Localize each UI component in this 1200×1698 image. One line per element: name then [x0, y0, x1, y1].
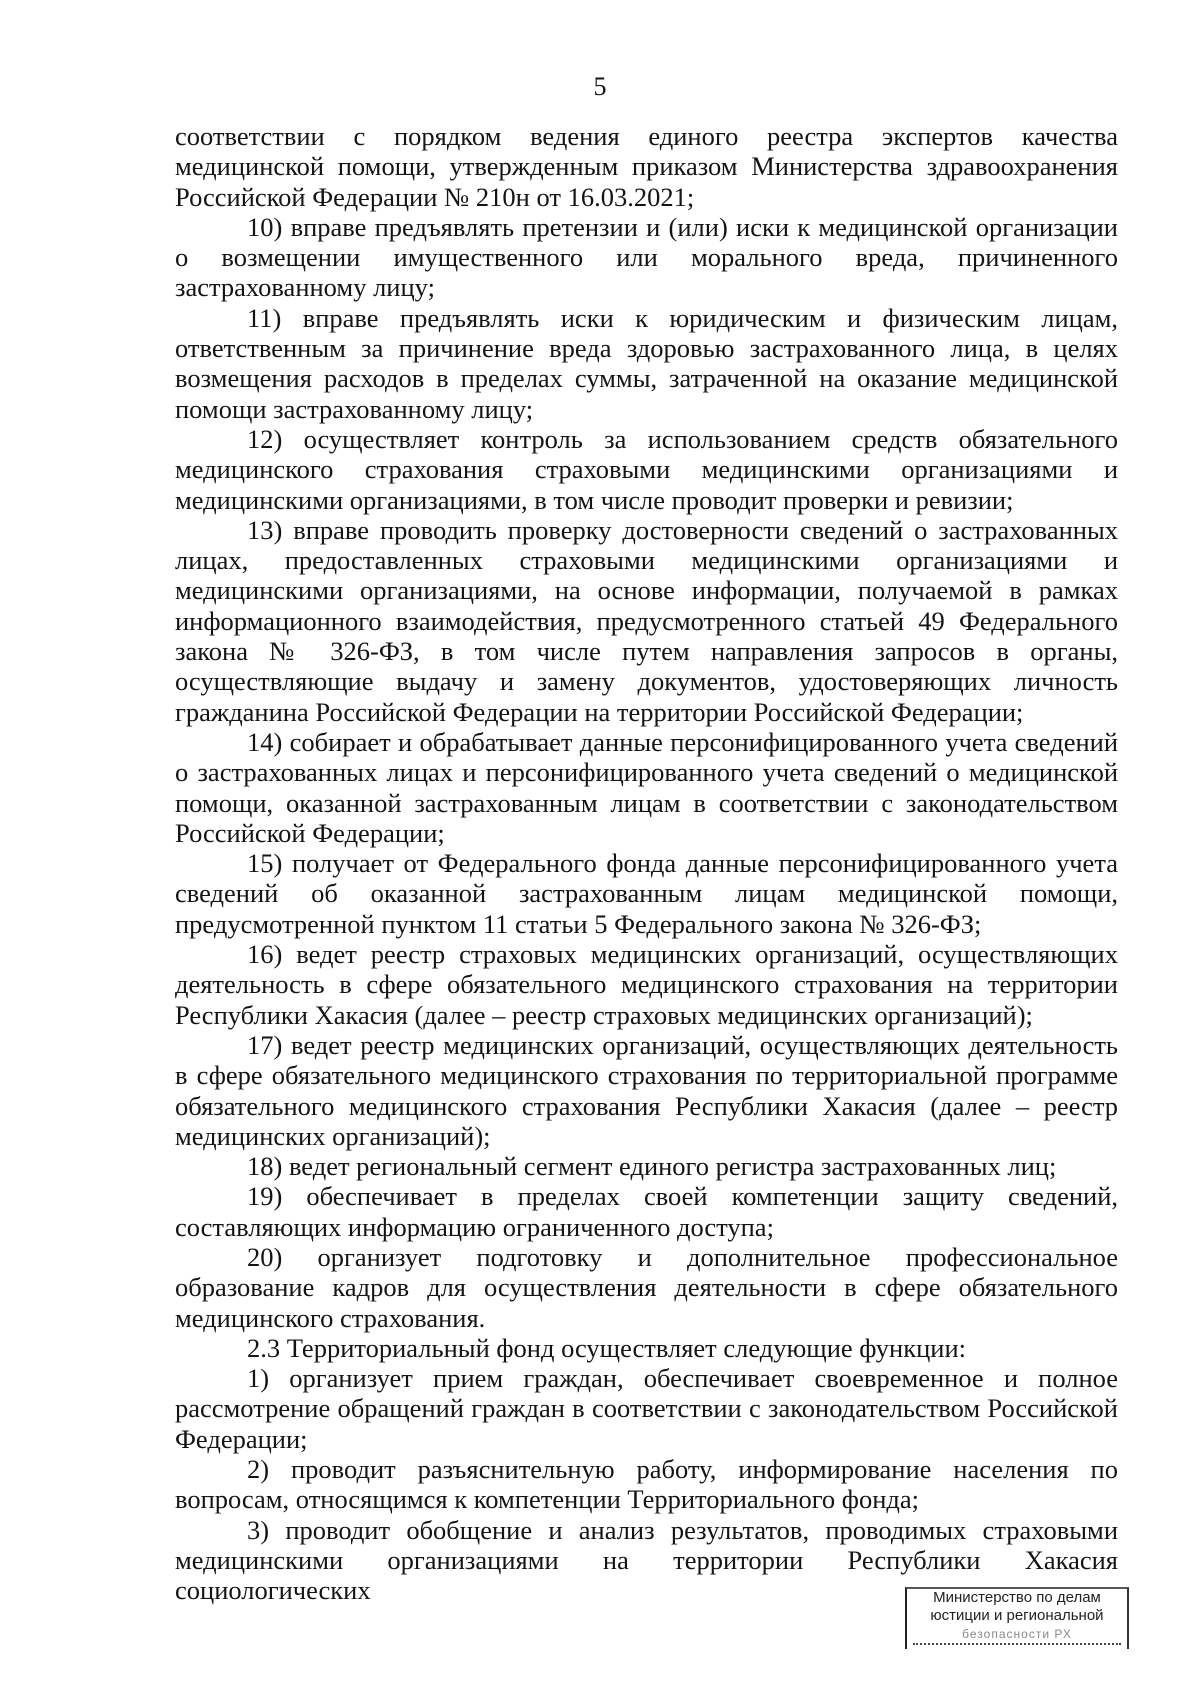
- paragraph-item-19: 19) обеспечивает в пределах своей компетенции защиту сведений, составляющих информацию ограниченного доступа;: [175, 1181, 1118, 1242]
- paragraph-item-10: 10) вправе предъявлять претензии и (или) иски к медицинской организации о возмещении имущественного или морального вреда, причиненного застрахованному лицу;: [175, 211, 1118, 303]
- function-item-2: 2) проводит разъяснительную работу, информирование населения по вопросам, относящимся к компетенции Территориального фонда;: [175, 1454, 1118, 1515]
- paragraph-item-14: 14) собирает и обрабатывает данные персонифицированного учета сведений о застрахованных лицах и персонифицированного учета сведений о медицинской помощи, оказанной застрахованным лицам в соответствии с законодательством Российской Федерации;: [175, 726, 1118, 848]
- paragraph-item-12: 12) осуществляет контроль за использованием средств обязательного медицинского страхования страховыми медицинскими организациями и медицинскими организациями, в том числе проводит проверки и ревизии;: [175, 423, 1118, 515]
- paragraph-continuation: соответствии с порядком ведения единого реестра экспертов качества медицинской помощи, утвержденным приказом Министерства здравоохранения Российской Федерации № 210н от 16.03.2021;: [175, 121, 1118, 212]
- function-item-1: 1) организует прием граждан, обеспечивает своевременное и полное рассмотрение обращений граждан в соответствии с законодательством Российской Федерации;: [175, 1363, 1118, 1454]
- section-heading-2-3: 2.3 Территориальный фонд осуществляет следующие функции:: [247, 1332, 967, 1363]
- ministry-stamp: [905, 1587, 1129, 1649]
- stamp-line-2: юстиции и региональной: [930, 1607, 1104, 1624]
- function-item-3: 3) проводит обобщение и анализ результатов, проводимых страховыми медицинскими организациями на территории Республики Хакасия социологических: [175, 1514, 1118, 1606]
- stamp-line-1: Министерство по делам: [933, 1589, 1101, 1606]
- paragraph-item-20: 20) организует подготовку и дополнительное профессиональное образование кадров для осуществления деятельности в сфере обязательного медицинского страхования.: [175, 1241, 1118, 1333]
- document-body: [175, 121, 1118, 1606]
- paragraph-item-15: 15) получает от Федерального фонда данные персонифицированного учета сведений об оказанной застрахованным лицам медицинской помощи, предусмотренной пунктом 11 статьи 5 Федерального закона № 326-ФЗ;: [175, 848, 1118, 939]
- stamp-line-3: безопасности РХ: [962, 1627, 1072, 1641]
- paragraph-item-13: 13) вправе проводить проверку достоверности сведений о застрахованных лицах, предоставленных страховыми медицинскими организациями и медицинскими организациями, на основе информации, получаемой в рамках информационного взаимодействия, предусмотренного статьей 49 Федерального закона № 326-ФЗ, в том числе путем направления запросов в органы, осуществляющие выдачу и замену документов, удостоверяющих личность гражданина Российской Федерации на территории Российской Федерации;: [175, 514, 1118, 727]
- paragraph-item-18: 18) ведет региональный сегмент единого регистра застрахованных лиц;: [247, 1151, 1057, 1182]
- paragraph-item-11: 11) вправе предъявлять иски к юридическим и физическим лицам, ответственным за причинение вреда здоровью застрахованного лица, в целях возмещения расходов в пределах суммы, затраченной на оказание медицинской помощи застрахованному лицу;: [175, 302, 1118, 424]
- paragraph-item-16: 16) ведет реестр страховых медицинских организаций, осуществляющих деятельность в сфере обязательного медицинского страхования на территории Республики Хакасия (далее – реестр страховых медицинских организаций);: [175, 939, 1118, 1030]
- paragraph-item-17: 17) ведет реестр медицинских организаций, осуществляющих деятельность в сфере обязательного медицинского страхования по территориальной программе обязательного медицинского страхования Республики Хакасия (далее – реестр медицинских организаций);: [175, 1029, 1118, 1151]
- page-number: 5: [593, 72, 607, 101]
- stamp-underline: [913, 1643, 1121, 1645]
